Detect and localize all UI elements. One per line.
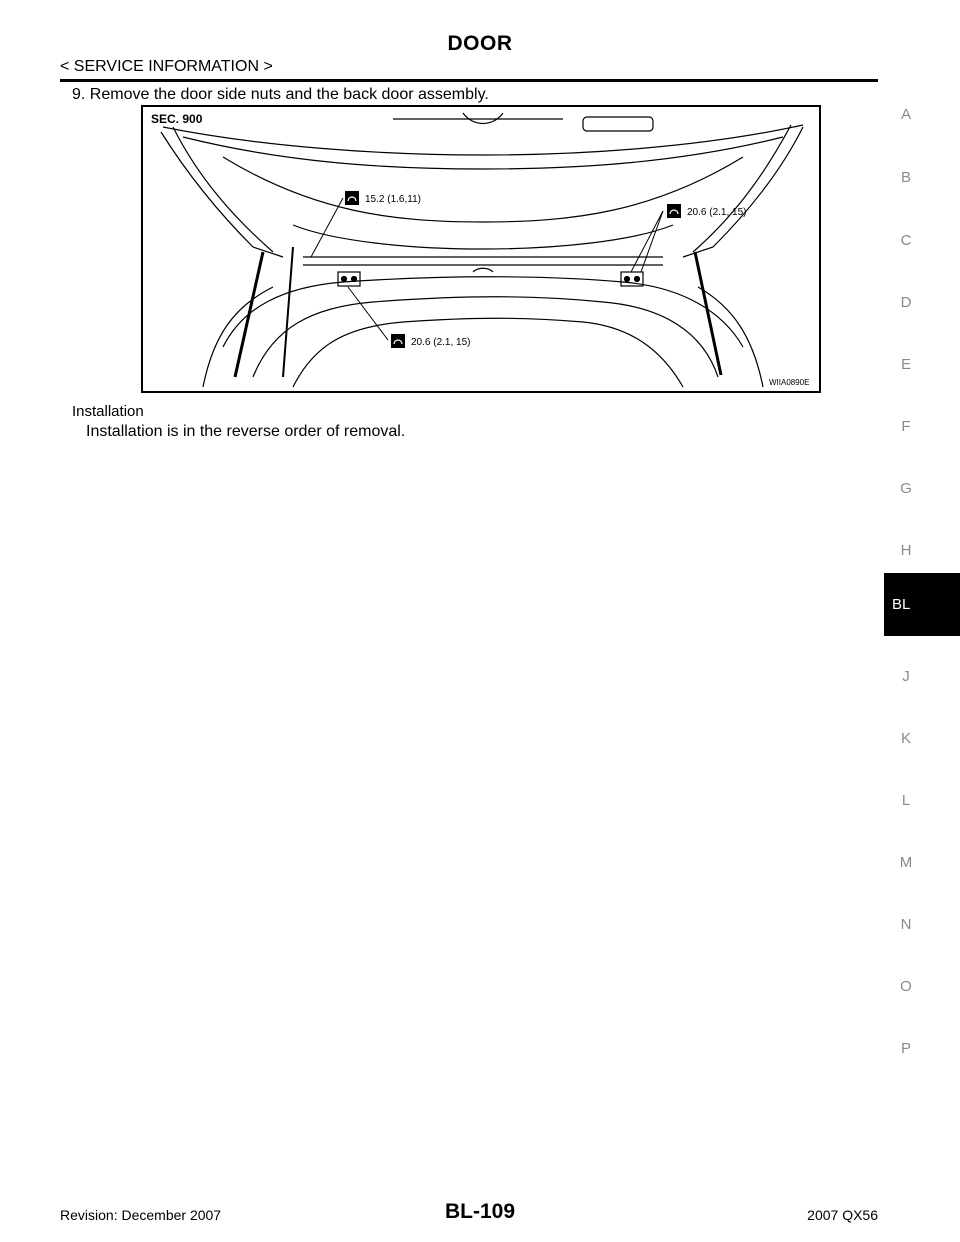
right-trim-contour bbox=[698, 287, 763, 387]
leader-top-right-a bbox=[631, 211, 663, 272]
torque-wrench-icon bbox=[345, 191, 359, 205]
header-rule bbox=[60, 79, 878, 82]
section-letter-l[interactable]: L bbox=[901, 792, 911, 809]
roof-line bbox=[163, 125, 803, 155]
door-upper-edge bbox=[183, 137, 783, 169]
section-letter-h[interactable]: H bbox=[900, 542, 912, 559]
left-stay-rod bbox=[283, 247, 293, 377]
section-letter-j[interactable]: J bbox=[902, 668, 910, 685]
left-trim-contour bbox=[203, 287, 273, 387]
section-letter-f[interactable]: F bbox=[901, 418, 911, 435]
section-letter-b[interactable]: B bbox=[900, 169, 911, 186]
door-lower-edge bbox=[293, 225, 673, 249]
back-door-figure bbox=[141, 105, 821, 393]
section-letter-c[interactable]: C bbox=[900, 232, 912, 249]
left-hinge-nut-1 bbox=[342, 277, 347, 282]
cargo-contour-3 bbox=[293, 318, 683, 387]
section-letter-o[interactable]: O bbox=[900, 978, 912, 995]
leader-top-right-b bbox=[641, 211, 663, 272]
torque-wrench-icon bbox=[391, 334, 405, 348]
torque-wrench-icon bbox=[667, 204, 681, 218]
cargo-contour-1 bbox=[223, 277, 743, 347]
section-letter-p[interactable]: P bbox=[900, 1040, 911, 1057]
section-letter-m[interactable]: M bbox=[899, 854, 913, 871]
installation-text: Installation is in the reverse order of removal. bbox=[86, 423, 406, 440]
roof-detail bbox=[463, 113, 503, 124]
leader-top-left bbox=[311, 198, 343, 257]
section-letter-a[interactable]: A bbox=[900, 106, 911, 123]
right-hinge-nut-1 bbox=[625, 277, 630, 282]
section-letter-e[interactable]: E bbox=[900, 356, 911, 373]
breadcrumb: < SERVICE INFORMATION > bbox=[60, 58, 273, 75]
center-detail bbox=[473, 268, 493, 272]
high-mount-lamp bbox=[583, 117, 653, 131]
footer-revision: Revision: December 2007 bbox=[60, 1207, 222, 1223]
torque-label-top-right: 20.6 (2.1, 15) bbox=[687, 207, 747, 218]
footer-page-number: BL-109 bbox=[444, 1200, 516, 1223]
left-hinge-nut-2 bbox=[352, 277, 357, 282]
installation-heading: Installation bbox=[72, 403, 144, 420]
torque-label-bottom: 20.6 (2.1, 15) bbox=[411, 337, 471, 348]
right-hinge-nut-2 bbox=[635, 277, 640, 282]
section-letter-g[interactable]: G bbox=[900, 480, 912, 497]
left-pillar-outer bbox=[161, 132, 283, 257]
footer-model: 2007 QX56 bbox=[807, 1207, 878, 1223]
door-panel-edge bbox=[223, 157, 743, 222]
step-9-text: 9. Remove the door side nuts and the back door assembly. bbox=[72, 86, 489, 103]
sec-label: SEC. 900 bbox=[151, 112, 203, 126]
right-pillar-inner bbox=[693, 125, 791, 252]
section-tab-bl-active[interactable]: BL bbox=[884, 573, 960, 636]
section-letter-d[interactable]: D bbox=[900, 294, 912, 311]
section-letter-n[interactable]: N bbox=[900, 916, 912, 933]
torque-label-top-left: 15.2 (1.6,11) bbox=[365, 194, 421, 205]
section-letter-k[interactable]: K bbox=[900, 730, 911, 747]
cargo-contour-2 bbox=[253, 297, 718, 377]
figure-code: WIIA0890E bbox=[769, 378, 810, 387]
page-title: DOOR bbox=[447, 32, 513, 55]
